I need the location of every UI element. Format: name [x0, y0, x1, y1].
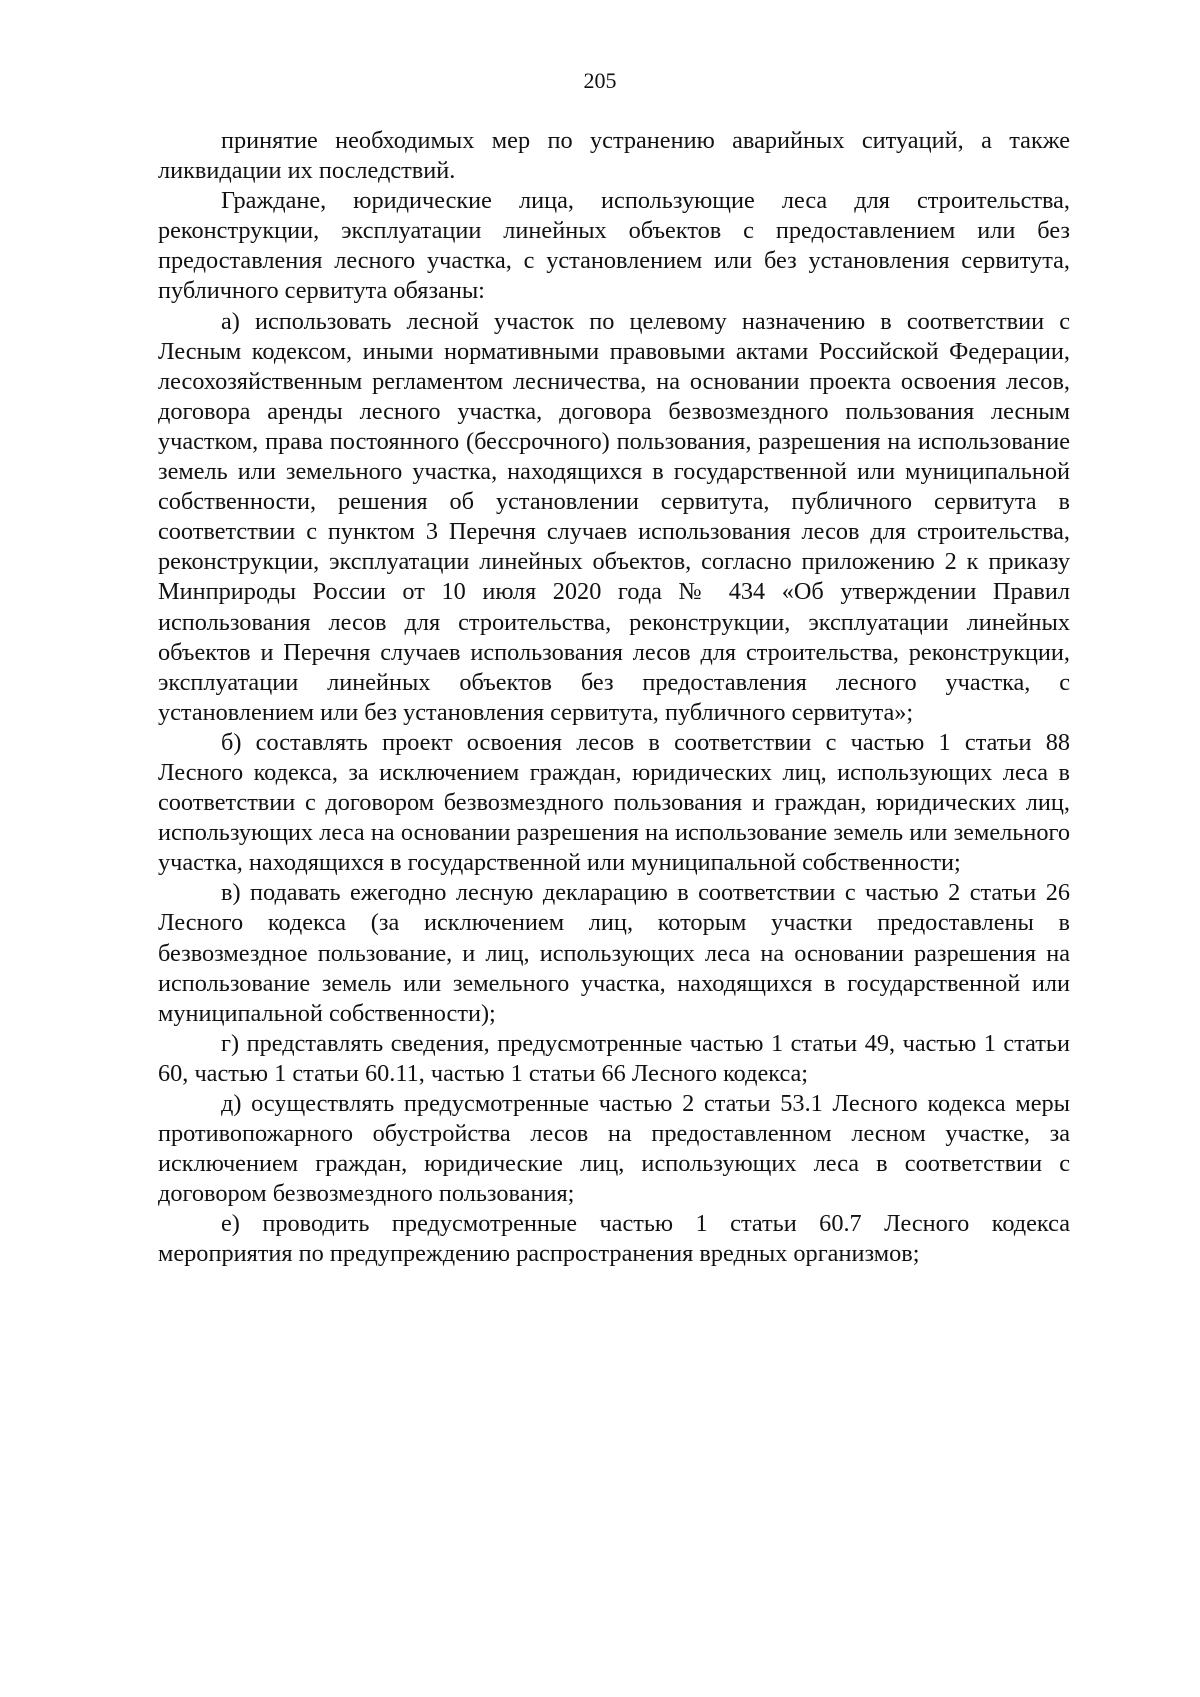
page-number: 205: [583, 68, 617, 93]
paragraph-continuation: принятие необходимых мер по устранению аварийных ситуаций, а также ликвидации их последствий.: [158, 127, 1070, 185]
paragraph-item-b: б) составлять проект освоения лесов в соответствии с частью 1 статьи 88 Лесного кодекса, за исключением граждан, юридических лиц, использующих леса в соответствии с договором безвозмездного пользования и граждан, юридических лиц, использующих леса на основании разрешения на использование земель или земельного участка, находящихся в государственной или муниципальной собственности;: [158, 728, 1070, 877]
document-body: [158, 126, 1070, 1270]
paragraph-item-g: г) представлять сведения, предусмотренные частью 1 статьи 49, частью 1 статьи 60, частью 1 статьи 60.11, частью 1 статьи 66 Лесного кодекса;: [158, 1029, 1070, 1087]
paragraph-obligations-intro: Граждане, юридические лица, использующие леса для строительства, реконструкции, эксплуатации линейных объектов с предоставлением или без предоставления лесного участка, с установлением или без установления сервитута, публичного сервитута обязаны:: [158, 187, 1070, 305]
paragraph-item-a: а) использовать лесной участок по целевому назначению в соответствии с Лесным кодексом, иными нормативными правовыми актами Российской Федерации, лесохозяйственным регламентом лесничества, на основании проекта освоения лесов, договора аренды лесного участка, договора безвозмездного пользования лесным участком, права постоянного (бессрочного) пользования, разрешения на использование земель или земельного участка, находящихся в государственной или муниципальной собственности, решения об установлении сервитута, публичного сервитута в соответствии с пунктом 3 Перечня случаев использования лесов для строительства, реконструкции, эксплуатации линейных объектов, согласно приложению 2 к приказу Минприроды России от 10 июля 2020 года № 434 «Об утверждении Правил использования лесов для строительства, реконструкции, эксплуатации линейных объектов и Перечня случаев использования лесов для строительства, реконструкции, эксплуатации линейных объектов без предоставления лесного участка, с установлением или без установления сервитута, публичного сервитута»;: [158, 307, 1070, 726]
paragraph-item-e: е) проводить предусмотренные частью 1 статьи 60.7 Лесного кодекса мероприятия по предупреждению распространения вредных организмов;: [158, 1210, 1070, 1268]
paragraph-item-d: д) осуществлять предусмотренные частью 2 статьи 53.1 Лесного кодекса меры противопожарного обустройства лесов на предоставленном лесном участке, за исключением граждан, юридические лиц, использующих леса в соответствии с договором безвозмездного пользования;: [158, 1090, 1070, 1208]
paragraph-item-v: в) подавать ежегодно лесную декларацию в соответствии с частью 2 статьи 26 Лесного кодекса (за исключением лиц, которым участки предоставлены в безвозмездное пользование, и лиц, использующих леса на основании разрешения на использование земель или земельного участка, находящихся в государственной или муниципальной собственности);: [158, 879, 1070, 1027]
